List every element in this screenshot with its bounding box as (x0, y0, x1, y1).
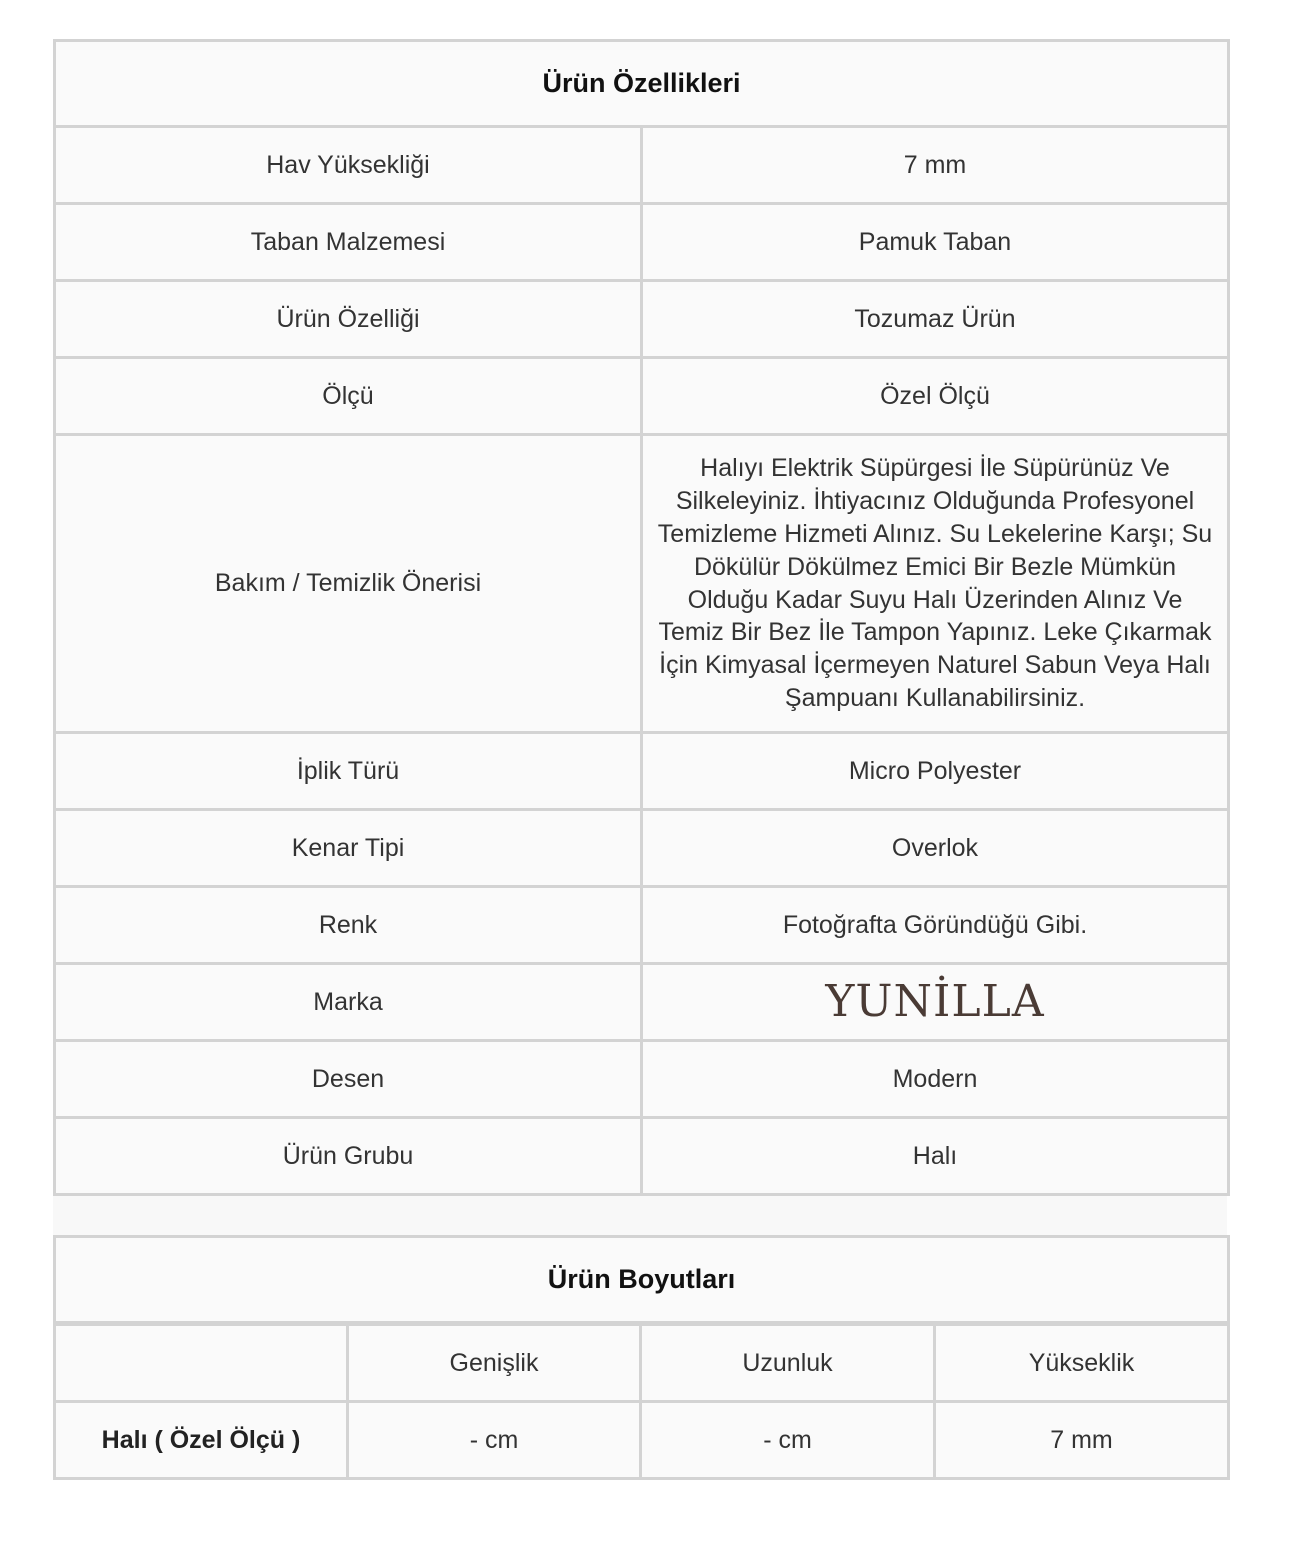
column-header: Uzunluk (641, 1324, 935, 1402)
table-row (55, 1041, 1229, 1118)
brand-cell (642, 964, 1229, 1041)
spec-value: Overlok (642, 810, 1229, 887)
table-header-row (55, 1324, 1229, 1402)
spec-label: Ürün Özelliği (55, 281, 642, 358)
column-header (55, 1324, 348, 1402)
spec-value: Özel Ölçü (642, 358, 1229, 435)
spec-value: Modern (642, 1041, 1229, 1118)
section-gap (53, 1196, 1227, 1235)
table-row (55, 887, 1229, 964)
table-row (55, 1402, 1229, 1479)
features-table (53, 39, 1230, 1196)
product-info (53, 39, 1227, 1480)
table-row (55, 733, 1229, 810)
table-row (55, 435, 1229, 733)
table-row (55, 964, 1229, 1041)
table-row (55, 810, 1229, 887)
spec-label: Ürün Grubu (55, 1118, 642, 1195)
dimension-row-label: Halı ( Özel Ölçü ) (55, 1402, 348, 1479)
spec-label: Marka (55, 964, 642, 1041)
spec-label: Ölçü (55, 358, 642, 435)
dimensions-title: Ürün Boyutları (55, 1237, 1229, 1324)
spec-value: Pamuk Taban (642, 204, 1229, 281)
table-row (55, 127, 1229, 204)
width-value: - cm (348, 1402, 641, 1479)
spec-label: Bakım / Temizlik Önerisi (55, 435, 642, 733)
spec-label: Taban Malzemesi (55, 204, 642, 281)
spec-value: Halı (642, 1118, 1229, 1195)
table-row (55, 281, 1229, 358)
spec-value: 7 mm (642, 127, 1229, 204)
spec-value: Micro Polyester (642, 733, 1229, 810)
spec-value: Fotoğrafta Göründüğü Gibi. (642, 887, 1229, 964)
table-row (55, 1118, 1229, 1195)
spec-label: Desen (55, 1041, 642, 1118)
brand-logo: YUNİLLA (825, 976, 1045, 1027)
spec-value: Tozumaz Ürün (642, 281, 1229, 358)
height-value: 7 mm (935, 1402, 1229, 1479)
table-row (55, 204, 1229, 281)
spec-label: Hav Yüksekliği (55, 127, 642, 204)
spec-label: Kenar Tipi (55, 810, 642, 887)
spec-label: Renk (55, 887, 642, 964)
column-header: Yükseklik (935, 1324, 1229, 1402)
length-value: - cm (641, 1402, 935, 1479)
table-row (55, 358, 1229, 435)
features-title: Ürün Özellikleri (55, 41, 1229, 127)
spec-label: İplik Türü (55, 733, 642, 810)
dimensions-table (53, 1235, 1230, 1480)
care-instructions: Halıyı Elektrik Süpürgesi İle Süpürünüz Ve Silkeleyiniz. İhtiyacınız Olduğunda Profesyonel Temizleme Hizmeti Alınız. Su Lekelerine Karşı; Su Dökülür Dökülmez Emici Bir Bezle Mümkün Olduğu Kadar Suyu Halı Üzerinden Alınız Ve Temiz Bir Bez İle Tampon Yapınız. Leke Çıkarmak İçin Kimyasal İçermeyen Naturel Sabun Veya Halı Şampuanı Kullanabilirsiniz. (642, 435, 1229, 733)
column-header: Genişlik (348, 1324, 641, 1402)
